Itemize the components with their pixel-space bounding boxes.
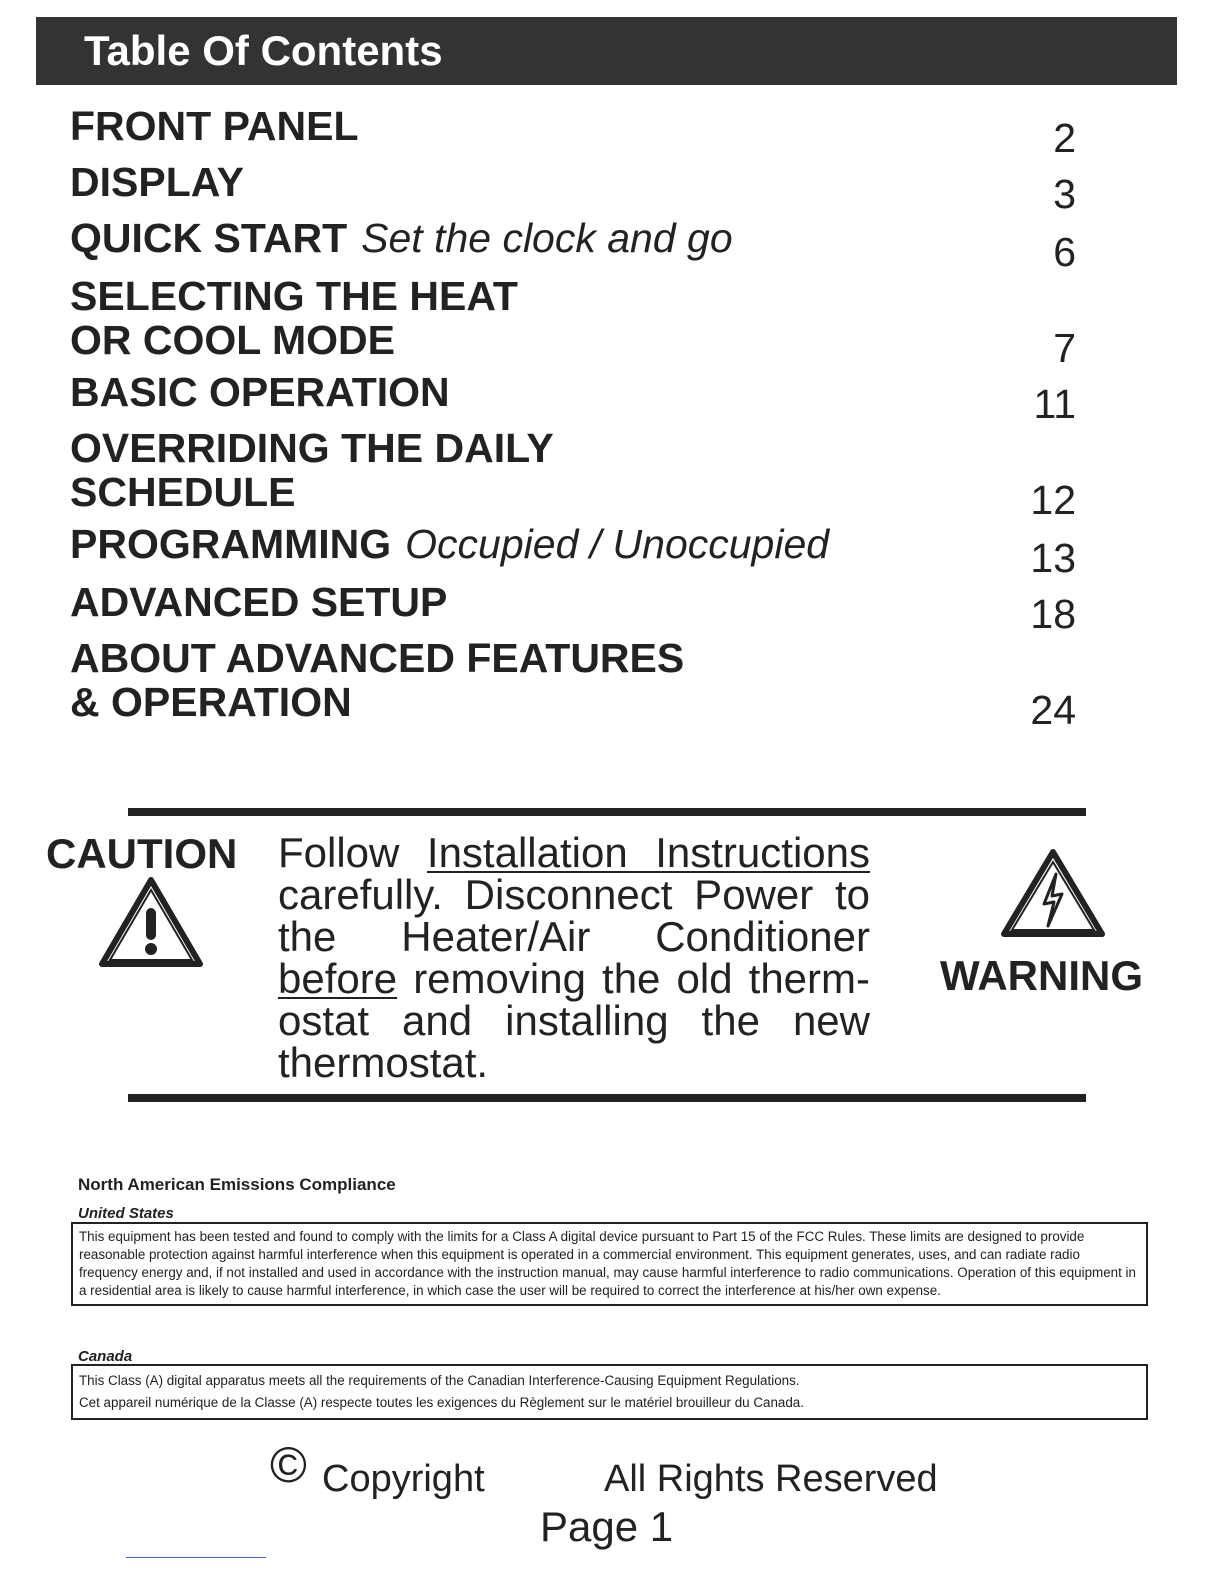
canada-notice-en: This Class (A) digital apparatus meets all the requirements of the Canadian Interference-Causing Equipment Regulations.	[79, 1373, 800, 1388]
header-bar	[36, 17, 1177, 85]
toc-row-advanced-setup[interactable]	[70, 580, 1090, 636]
canada-notice-box	[71, 1364, 1148, 1420]
toc-page-number: 7	[1053, 325, 1076, 371]
fcc-notice-box	[71, 1222, 1148, 1306]
table-of-contents	[70, 104, 1090, 732]
compliance-heading: North American Emissions Compliance	[78, 1175, 396, 1194]
toc-page-number: 11	[1033, 381, 1076, 427]
canada-notice-fr: Cet appareil numérique de la Classe (A) respecte toutes les exigences du Règlement sur le matériel brouilleur du Canada.	[79, 1395, 804, 1410]
warning-label: WARNING	[940, 952, 1143, 999]
all-rights-reserved: All Rights Reserved	[604, 1458, 938, 1500]
installation-instructions-link[interactable]: Installation Instructions	[426, 829, 870, 876]
toc-entry-title-wrap	[70, 216, 1090, 260]
toc-row-front-panel[interactable]	[70, 104, 1090, 160]
toc-row-display[interactable]	[70, 160, 1090, 216]
toc-entry-title: DISPLAY	[70, 159, 244, 205]
divider-top	[128, 808, 1086, 816]
footer-link-underline[interactable]	[126, 1557, 266, 1558]
toc-page-number: 18	[1030, 591, 1076, 637]
toc-entry-title-line1: ABOUT ADVANCED FEATURES	[70, 635, 685, 681]
toc-page-number: 6	[1053, 229, 1076, 275]
toc-entry-title: QUICK START	[70, 215, 348, 261]
toc-row-overriding-schedule[interactable]	[70, 426, 1090, 522]
toc-row-selecting-mode[interactable]	[70, 274, 1090, 370]
divider-bottom	[128, 1094, 1086, 1102]
fcc-notice-text: This equipment has been tested and found to comply with the limits for a Class A digital device pursuant to Part 15 of the FCC Rules. These limits are designed to provide reasonable protection against harmful interference when this equipment is operated in a commercial environment. This equipment generates, uses, and can radiate radio frequency energy and, if not installed and used in accordance with the instruction manual, may cause harmful interference to radio communications. Operation of this equipment in a residential area is likely to cause harmful interference, in which case the user will be required to correct the interference at his/her own expense.	[79, 1229, 1136, 1298]
toc-entry-title-line2: SCHEDULE	[70, 469, 296, 515]
toc-entry-title-line1: OVERRIDING THE DAILY	[70, 425, 554, 471]
caution-paragraph	[278, 829, 870, 1086]
toc-page-number: 2	[1053, 115, 1076, 161]
toc-entry-subtitle: Set the clock and go	[361, 215, 733, 261]
toc-row-basic-operation[interactable]	[70, 370, 1090, 426]
toc-page-number: 13	[1030, 535, 1076, 581]
region-label-us: United States	[78, 1205, 174, 1222]
page-title: Table Of Contents	[84, 27, 443, 74]
exclamation-triangle-icon	[98, 876, 204, 975]
toc-page-number: 12	[1030, 477, 1076, 523]
toc-entry-title: BASIC OPERATION	[70, 369, 450, 415]
toc-entry-title-line1: SELECTING THE HEAT	[70, 273, 518, 319]
caution-label: CAUTION	[46, 830, 238, 877]
before-emphasis: before	[278, 955, 398, 1002]
caution-text-3: removing the old therm-ostat and installing the new thermostat.	[278, 955, 870, 1086]
caution-text-1: Follow	[278, 829, 427, 876]
toc-row-advanced-features[interactable]	[70, 636, 1090, 732]
toc-entry-subtitle: Occupied / Unoccupied	[405, 521, 830, 567]
toc-entry-title-line2: OR COOL MODE	[70, 317, 395, 363]
page-number: Page 1	[540, 1503, 674, 1550]
lightning-triangle-icon	[1000, 848, 1106, 945]
toc-row-programming[interactable]	[70, 522, 1090, 580]
caution-text-2: carefully. Disconnect Power to the Heater/Air Conditioner	[278, 871, 870, 960]
toc-entry-title: FRONT PANEL	[70, 103, 359, 149]
copyright-icon: ©	[270, 1437, 307, 1493]
toc-page-number: 3	[1053, 171, 1076, 217]
toc-entry-title: ADVANCED SETUP	[70, 579, 448, 625]
toc-page-number: 24	[1030, 687, 1076, 733]
region-label-canada: Canada	[78, 1348, 133, 1365]
toc-row-quick-start[interactable]	[70, 216, 1090, 274]
copyright-text: Copyright	[322, 1458, 485, 1500]
toc-entry-title: PROGRAMMING	[70, 521, 392, 567]
toc-entry-title-wrap	[70, 522, 1090, 566]
toc-entry-title-line2: & OPERATION	[70, 679, 352, 725]
